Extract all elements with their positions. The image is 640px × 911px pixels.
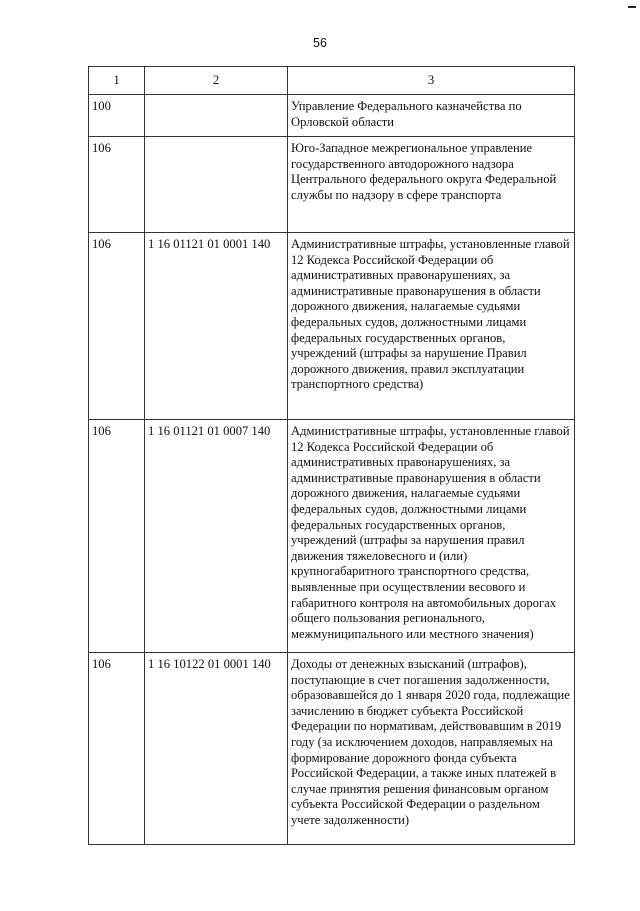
scan-corner-mark <box>628 6 636 8</box>
income-name-cell <box>288 653 575 845</box>
table-row <box>89 653 575 845</box>
admin-code-cell: 106 <box>89 137 145 233</box>
income-name-text: Доходы от денежных взысканий (штрафов), поступающие в счет погашения задолженности, образовавшейся до 1 января 2020 года, подлежащие зачислению в бюджет субъекта Российской Федерации по нормативам, действовавшим в 2019 году (за исключением доходов, направляемых на формирование дорожного фонда субъекта Российской Федерации, а также иных платежей в случае принятия решения финансовым органом субъекта Российской Федерации о раздельном учете задолженности) <box>291 657 570 827</box>
income-name-text: Юго-Западное межрегиональное управление государственного автодорожного надзора Центрального федерального округа Федеральной службы по надзору в сфере транспорта <box>291 141 557 202</box>
kbk-code-cell: 1 16 01121 01 0007 140 <box>145 420 288 653</box>
revenue-administrators-table <box>88 66 575 845</box>
income-name-cell <box>288 233 575 420</box>
table-row <box>89 95 575 137</box>
table-row <box>89 233 575 420</box>
kbk-code-cell <box>145 137 288 233</box>
page-number: 56 <box>313 36 327 50</box>
kbk-code-cell: 1 16 10122 01 0001 140 <box>145 653 288 845</box>
income-name-text: Административные штрафы, установленные главой 12 Кодекса Российской Федерации об административных правонарушениях, за административные правонарушения в области дорожного движения, налагаемые судьями федеральных судов, должностными лицами федеральных государственных органов, учреждений (штрафы за нарушение Правил дорожного движения, правил эксплуатации транспортного средства) <box>291 237 570 392</box>
income-name-text: Административные штрафы, установленные главой 12 Кодекса Российской Федерации об административных правонарушениях, за административные правонарушения в области дорожного движения, налагаемые судьями федеральных судов, должностными лицами федеральных государственных органов, учреждений (штрафы за нарушения правил движения тяжеловесного и (или) крупногабаритного транспортного средства, выявленные при осуществлении весового и габаритного контроля на автомобильных дорогах общего пользования регионального, межмуниципального или местного значения) <box>291 424 570 641</box>
kbk-code-cell <box>145 95 288 137</box>
header-cell-3: 3 <box>288 67 575 95</box>
income-name-text: Управление Федерального казначейства по Орловской области <box>291 99 522 129</box>
admin-code-cell: 106 <box>89 420 145 653</box>
kbk-code-cell: 1 16 01121 01 0001 140 <box>145 233 288 420</box>
header-cell-2: 2 <box>145 67 288 95</box>
admin-code-cell: 106 <box>89 233 145 420</box>
table-row <box>89 137 575 233</box>
admin-code-cell: 106 <box>89 653 145 845</box>
table-header-row <box>89 67 575 95</box>
header-cell-1: 1 <box>89 67 145 95</box>
income-name-cell <box>288 420 575 653</box>
table-row <box>89 420 575 653</box>
admin-code-cell: 100 <box>89 95 145 137</box>
income-name-cell <box>288 137 575 233</box>
income-name-cell <box>288 95 575 137</box>
